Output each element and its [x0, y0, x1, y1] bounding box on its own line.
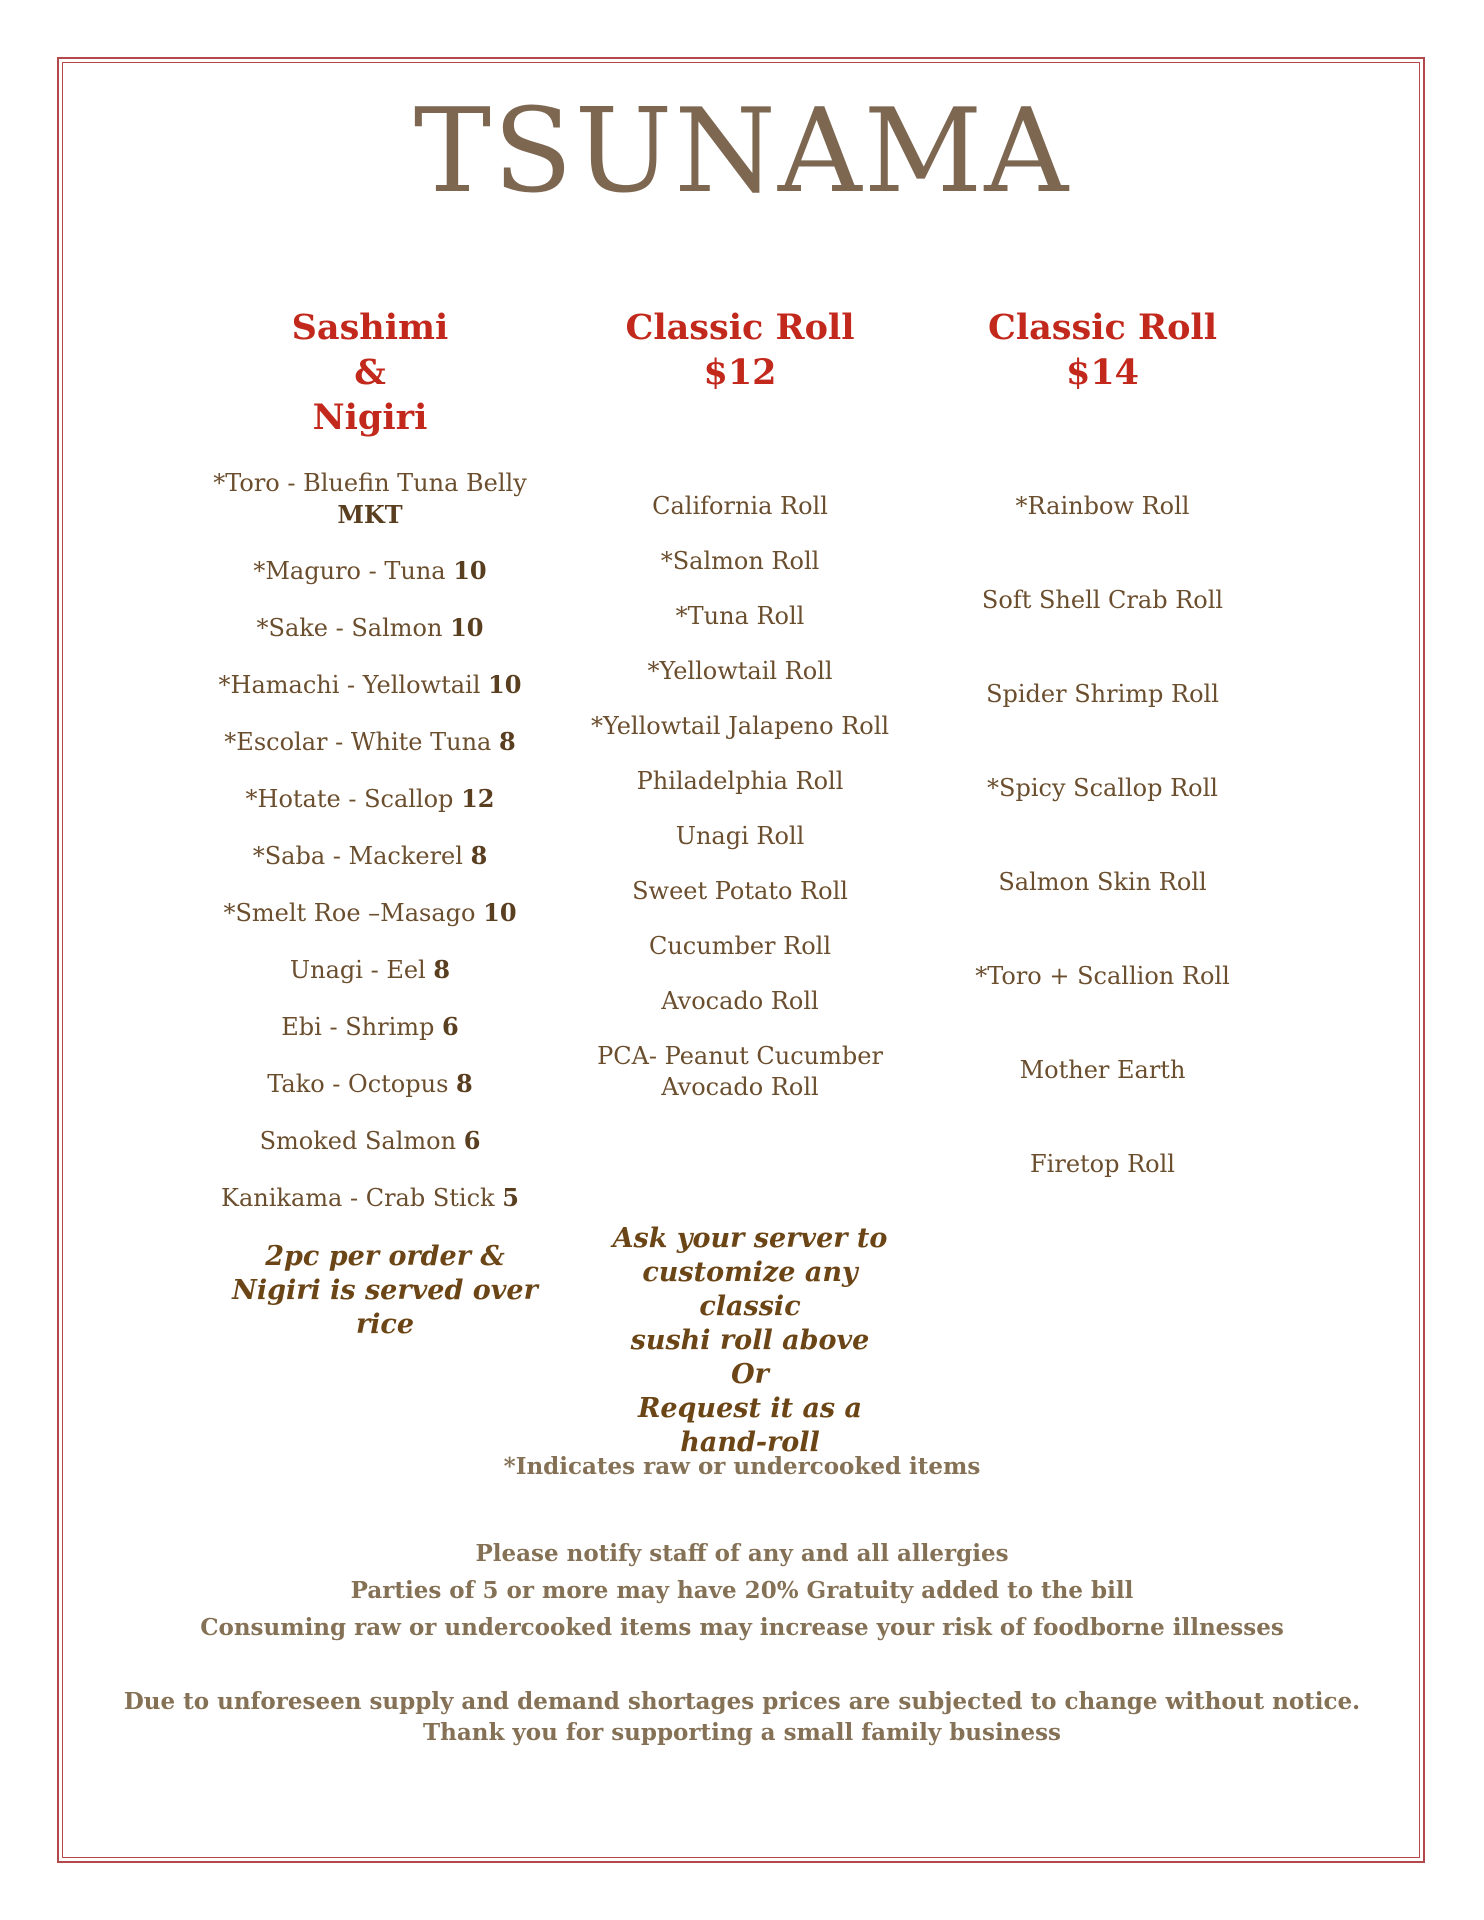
note-line: 2pc per order &: [265, 1241, 505, 1272]
menu-item: [195, 1068, 545, 1100]
policy-line: Please notify staff of any and all allergies: [475, 1540, 1009, 1567]
item-name: *Toro - Bluefin Tuna Belly: [213, 469, 527, 497]
classic-roll-14-column: [930, 305, 1275, 1243]
classic-roll-14-list: [930, 491, 1275, 1180]
item-name: *Hamachi - Yellowtail: [218, 671, 481, 699]
note-line: Request it as a: [637, 1393, 863, 1424]
closing-line: Thank you for supporting a small family business: [423, 1719, 1061, 1746]
menu-item: *Tuna Roll: [675, 602, 805, 630]
heading-line: &: [354, 352, 386, 393]
item-name: *Hotate - Scallop: [245, 785, 454, 813]
menu-item: Firetop Roll: [1030, 1150, 1175, 1178]
closing-notice: [0, 1686, 1484, 1748]
classic-roll-14-heading: [930, 305, 1275, 395]
menu-item: [195, 1011, 545, 1043]
item-name: Unagi - Eel: [289, 956, 426, 984]
note-line: Or: [731, 1359, 769, 1390]
menu-item: *Yellowtail Roll: [647, 657, 833, 685]
menu-item: [195, 1182, 545, 1214]
policy-line: Consuming raw or undercooked items may increase your risk of foodborne illnesses: [200, 1614, 1284, 1641]
sashimi-list: [195, 468, 545, 1214]
menu-item: Unagi Roll: [675, 822, 805, 850]
note-line: Nigiri is served over: [232, 1275, 538, 1306]
item-price: 10: [453, 556, 487, 585]
item-name: Smoked Salmon: [259, 1127, 457, 1155]
menu-item: [570, 1041, 910, 1103]
menu-item: [195, 726, 545, 758]
heading-line: $12: [703, 352, 777, 393]
menu-item: Spider Shrimp Roll: [986, 680, 1219, 708]
raw-items-notice: *Indicates raw or undercooked items: [503, 1453, 981, 1480]
heading-line: Nigiri: [312, 397, 428, 438]
item-price: 6: [463, 1126, 481, 1155]
policy-notices: [0, 1535, 1484, 1646]
item-price: MKT: [337, 500, 403, 529]
heading-line: Classic Roll: [625, 307, 855, 348]
menu-item: *Rainbow Roll: [1015, 492, 1190, 520]
item-name: Ebi - Shrimp: [281, 1013, 435, 1041]
item-name: *Maguro - Tuna: [253, 557, 446, 585]
sashimi-nigiri-column: [195, 305, 545, 1239]
sashimi-note: [225, 1240, 545, 1342]
note-line: customize any classic: [642, 1257, 858, 1322]
menu-item: *Salmon Roll: [660, 547, 820, 575]
menu-item: [195, 897, 545, 929]
classic-roll-12-column: [570, 305, 910, 1103]
heading-line: $14: [1065, 352, 1140, 393]
menu-item: [195, 783, 545, 815]
item-name-line: Avocado Roll: [661, 1073, 819, 1101]
menu-item: Soft Shell Crab Roll: [981, 586, 1224, 614]
menu-item: Avocado Roll: [661, 987, 819, 1015]
item-price: 8: [470, 841, 488, 870]
restaurant-title: TSUNAMA: [413, 84, 1071, 219]
policy-line: Parties of 5 or more may have 20% Gratuity added to the bill: [350, 1577, 1134, 1604]
item-price: 10: [450, 613, 484, 642]
note-line: sushi roll above: [630, 1325, 870, 1356]
item-price: 5: [502, 1183, 519, 1212]
menu-item: Cucumber Roll: [648, 932, 831, 960]
menu-item: [195, 669, 545, 701]
sashimi-heading: [195, 305, 545, 440]
item-price: 6: [442, 1012, 459, 1041]
menu-item: [195, 1125, 545, 1157]
item-name: *Smelt Roe –Masago: [223, 899, 476, 927]
menu-item: *Toro + Scallion Roll: [975, 962, 1230, 990]
menu-item: [195, 468, 545, 531]
item-name: Kanikama - Crab Stick: [221, 1184, 495, 1212]
menu-item: Mother Earth: [1019, 1056, 1186, 1084]
menu-item: Philadelphia Roll: [636, 767, 844, 795]
item-name: *Escolar - White Tuna: [224, 728, 492, 756]
classic-roll-12-heading: [570, 305, 910, 395]
item-name-line: PCA- Peanut Cucumber: [597, 1042, 883, 1070]
menu-item: [195, 555, 545, 587]
note-line: Ask your server to: [612, 1223, 888, 1254]
item-name: Tako - Octopus: [267, 1070, 449, 1098]
item-price: 8: [499, 727, 516, 756]
item-price: 10: [488, 670, 522, 699]
item-price: 8: [456, 1069, 473, 1098]
closing-line: Due to unforeseen supply and demand shortages prices are subjected to change without notice.: [123, 1688, 1361, 1715]
note-line: rice: [355, 1309, 415, 1340]
menu-item: [195, 840, 545, 872]
heading-line: Sashimi: [291, 307, 449, 348]
menu-item: *Yellowtail Jalapeno Roll: [590, 712, 890, 740]
menu-item: [195, 612, 545, 644]
item-price: 12: [461, 784, 495, 813]
customize-note: [590, 1222, 910, 1460]
menu-item: Salmon Skin Roll: [998, 868, 1207, 896]
item-name: *Sake - Salmon: [256, 614, 443, 642]
menu-item: [195, 954, 545, 986]
note-line: hand-roll: [680, 1427, 820, 1458]
menu-item: Sweet Potato Roll: [632, 877, 848, 905]
item-price: 10: [483, 898, 517, 927]
menu-item: *Spicy Scallop Roll: [987, 774, 1218, 802]
menu-item: California Roll: [652, 492, 828, 520]
item-price: 8: [433, 955, 451, 984]
classic-roll-12-list: [570, 491, 910, 1103]
heading-line: Classic Roll: [987, 307, 1218, 348]
item-name: *Saba - Mackerel: [252, 842, 463, 870]
